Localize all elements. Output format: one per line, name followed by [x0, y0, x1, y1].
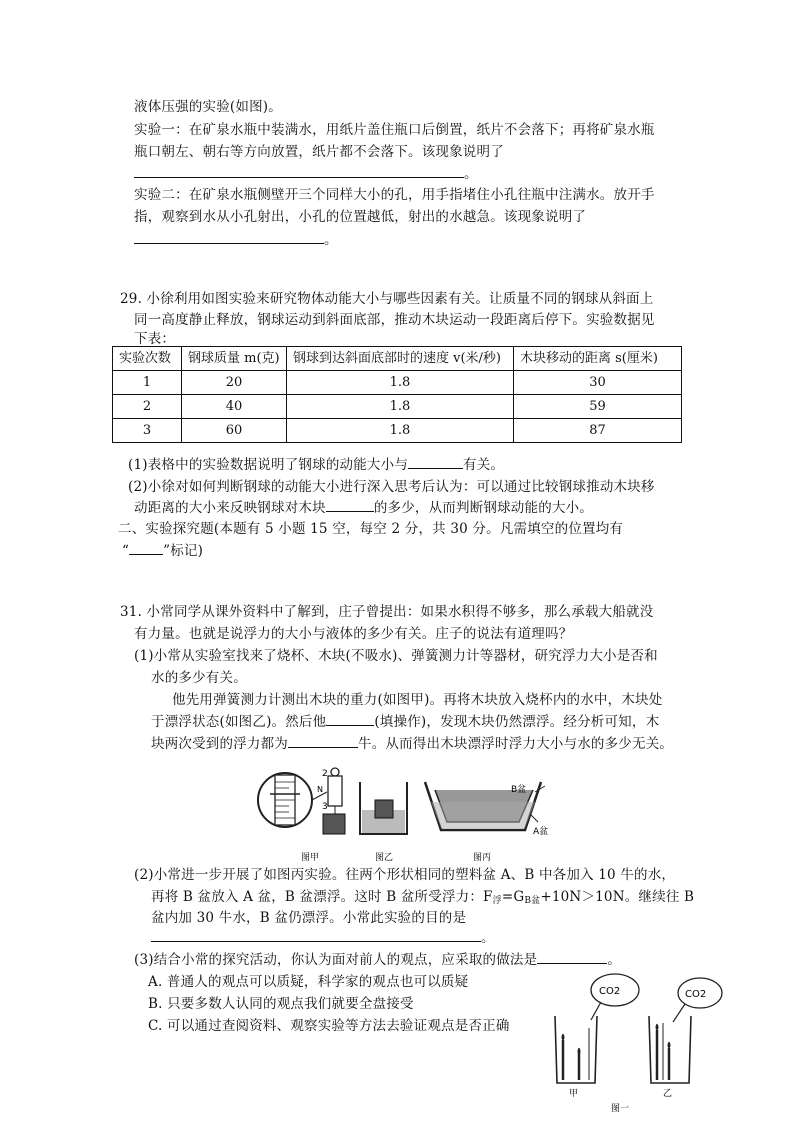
experiment-two-text: 实验二：在矿泉水瓶侧壁开三个同样大小的孔，用手指堵住小孔往瓶中注满水。放开手	[134, 187, 655, 203]
question-31-paragraph: 他先用弹簧测力计测出木块的重力(如图甲)。再将木块放入烧杯内的水中，木块处	[172, 692, 663, 708]
question-29-sub2: (2)小徐对如何判断钢球的动能大小进行深入思考后认为：可以通过比较钢球推动木块移	[128, 479, 655, 495]
table-row	[113, 395, 682, 419]
basin-a-label: A盆	[533, 827, 549, 837]
svg-text:3: 3	[322, 802, 328, 812]
table-row	[113, 419, 682, 443]
fill-blank[interactable]	[537, 949, 607, 964]
section-heading: 二、实验探究题(本题有 5 小题 15 空，每空 2 分，共 30 分。凡需填空的位置均有	[118, 521, 624, 537]
intro-line: 液体压强的实验(如图)。	[134, 99, 282, 115]
blank-mark	[129, 540, 163, 555]
table-header: 钢球到达斜面底部时的速度 v(米/秒)	[287, 347, 514, 371]
question-31-sub2: (2)小常进一步开展了如图丙实验。往两个形状相同的塑料盆 A、B 中各加入 10 牛的水，	[134, 867, 676, 883]
table-cell: 20	[182, 371, 287, 395]
figure-one	[545, 968, 725, 1113]
table-cell: 1.8	[287, 395, 514, 419]
table-cell: 60	[182, 419, 287, 443]
question-31-sub1: (1)小常从实验室找来了烧杯、木块(不吸水)、弹簧测力计等器材，研究浮力大小是否和	[134, 648, 658, 664]
figure-yi-label: 乙	[663, 1089, 673, 1099]
table-cell: 40	[182, 395, 287, 419]
svg-text:2: 2	[322, 769, 328, 779]
fill-blank[interactable]	[134, 229, 324, 244]
question-31-sub1: 水的多少有关。	[151, 670, 247, 686]
svg-text:N: N	[317, 785, 323, 794]
svg-text:CO2: CO2	[599, 986, 621, 997]
fill-blank[interactable]	[326, 497, 374, 512]
question-29-stem: 下表：	[134, 331, 176, 347]
floating-block	[375, 800, 393, 818]
question-31-sub2: 再将 B 盆放入 A 盆，B 盆漂浮。这时 B 盆所受浮力：F浮=GB盆+10N＞10N。继续往 B	[151, 889, 695, 906]
table-header: 实验次数	[113, 347, 182, 371]
answer-line: 。	[134, 163, 478, 185]
svg-text:CO2: CO2	[685, 989, 707, 1000]
fill-blank[interactable]	[134, 163, 464, 178]
table-cell: 1	[113, 371, 182, 395]
figure-yi-label: 图乙	[375, 853, 394, 862]
table-cell: 2	[113, 395, 182, 419]
table-cell: 30	[514, 371, 682, 395]
figure-jia-label: 甲	[569, 1089, 579, 1099]
experiment-one-text: 瓶口朝左、朝右等方向放置，纸片都不会落下。该现象说明了	[134, 144, 504, 160]
table-cell: 87	[514, 419, 682, 443]
table-header: 木块移动的距离 s(厘米)	[514, 347, 682, 371]
section-heading: “ ”标记)	[122, 540, 203, 562]
table-header-row	[113, 347, 682, 371]
data-table	[112, 346, 682, 443]
basin-b-label: B盆	[511, 785, 527, 795]
wood-block	[323, 814, 345, 834]
question-31-sub3: (3)结合小常的探究活动，你认为面对前人的观点，应采取的做法是 。	[134, 949, 621, 971]
experiment-one-text: 实验一：在矿泉水瓶中装满水，用纸片盖住瓶口后倒置，纸片不会落下；再将矿泉水瓶	[134, 122, 655, 138]
answer-line: 。	[134, 229, 338, 251]
question-31-stem: 31. 小常同学从课外资料中了解到，庄子曾提出：如果水积得不够多，那么承载大船就没	[120, 604, 654, 620]
table-cell: 59	[514, 395, 682, 419]
question-29-stem: 29. 小徐利用如图实验来研究物体动能大小与哪些因素有关。让质量不同的钢球从斜面上	[120, 291, 654, 307]
option-c[interactable]: C. 可以通过查阅资料、观察实验等方法去验证观点是否正确	[148, 1018, 510, 1034]
question-29-sub1: (1)表格中的实验数据说明了钢球的动能大小与 有关。	[128, 454, 504, 476]
option-b[interactable]: B. 只要多数人认同的观点我们就要全盘接受	[148, 996, 414, 1012]
figure-caption: 图一	[611, 1104, 630, 1113]
table-header: 钢球质量 m(克)	[182, 347, 287, 371]
question-31-paragraph: 块两次受到的浮力都为 牛。从而得出木块漂浮时浮力大小与水的多少无关。	[151, 733, 673, 755]
question-29-sub2: 动距离的大小来反映钢球对木块 的多少，从而判断钢球动能的大小。	[134, 497, 593, 519]
option-a[interactable]: A. 普通人的观点可以质疑，科学家的观点也可以质疑	[148, 974, 469, 990]
answer-line: 。	[151, 927, 495, 949]
question-29-stem: 同一高度静止释放，钢球运动到斜面底部，推动木块运动一段距离后停下。实验数据见	[134, 312, 655, 328]
table-cell: 1.8	[287, 419, 514, 443]
fill-blank[interactable]	[408, 454, 463, 469]
question-31-stem: 有力量。也就是说浮力的大小与液体的多少有关。庄子的说法有道理吗？	[134, 626, 573, 642]
fill-blank[interactable]	[151, 927, 481, 942]
figure-bing-label: 图丙	[473, 853, 492, 862]
question-31-sub2: 盆内加 30 牛水，B 盆仍漂浮。小常此实验的目的是	[151, 910, 467, 926]
table-row	[113, 371, 682, 395]
beaker-jia	[555, 1016, 597, 1083]
question-31-paragraph: 于漂浮状态(如图乙)。然后他 (填操作)，发现木块仍然漂浮。经分析可知，木	[151, 711, 659, 733]
fill-blank[interactable]	[326, 711, 374, 726]
figure-jia-label: 图甲	[301, 853, 320, 862]
table-cell: 3	[113, 419, 182, 443]
fill-blank[interactable]	[288, 733, 358, 748]
experiment-two-text: 指，观察到水从小孔射出，小孔的位置越低，射出的水越急。该现象说明了	[134, 209, 587, 225]
buoyancy-figures	[255, 762, 555, 862]
table-cell: 1.8	[287, 371, 514, 395]
